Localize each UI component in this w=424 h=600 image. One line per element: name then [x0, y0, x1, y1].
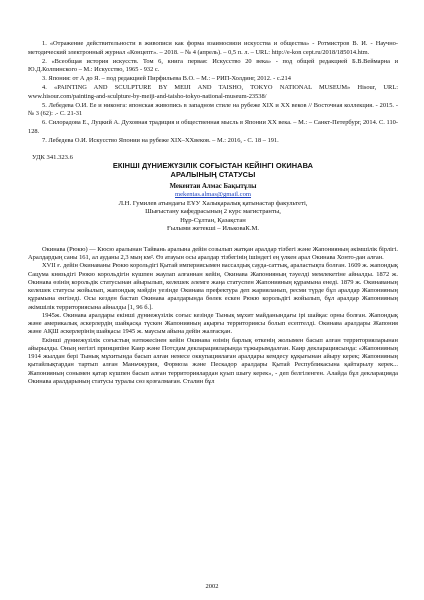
reference-item: 4. «PAINTING AND SCULPTURE BY MEIJI AND TAISHO, TOKYO NATIONAL MUSEUM» Hisour, URL: www.hisour.com/painting-and-sculpture-by-meiji-and-taisho-tokyo-national-museum-23538/: [28, 84, 398, 100]
author-block: [28, 183, 398, 234]
title-line: ЕКІНШІ ДҮНИЕЖҮЗІЛІК СОҒЫСТАН КЕЙІНГІ ОКИНАВА: [112, 161, 314, 170]
affiliation-line: Нұр-Сұлтан, Қазақстан: [180, 216, 246, 224]
document-page: [28, 40, 398, 386]
reference-item: 6. Силорадова Е., Луцкий А. Духовная традиция и общественная мысль в Японии XX века. – М.: – Санкт-Петербург, 2014. С. 110-128.: [28, 119, 398, 135]
udc-code: УДК 341.323.6: [32, 154, 73, 161]
author-name: Мекентаи Алмас Бақытұлы: [169, 182, 257, 190]
page-number: 2002: [205, 583, 219, 590]
article-title: [28, 161, 398, 180]
body-paragraph: 1945ж. Окинава аралдары екінші дүниежүзілік соғыс кезінде Тынық мұхит майданындағы ірі шайқас орны болған. Жапондық және америкалық әскерлердің шайқасқа түскен Жапонияның ақырғы территориясы болып есептелді. Окинава аралдары Жапония және АҚШ әскерлерінің шайқасы 1945 ж. маусым айына дейін жалғасқан.: [28, 311, 398, 336]
body-paragraph: XVII ғ. дейін Окинаваны Рюкю корольдігі Қытай империясымен вассалдық сауда-саттық, араластықта болған. 1609 ж. жапондық Сацума князьдігі Рюкю корольдігін күшпен жаулап алғаннан кейін, Окинава Жапонияның тәуелді мемлекетіне айналды. 1872 ж. Окинава өзінің корольдік статусынан айырылып, келешек әлемге жаңа статуспен Жапонияның құрамына енеді. 1879 ж. Окинаваның келешек статусы жойылып, жапондық мәйдін уезінде Окинава префектура деп жарияланып, ресми түрде бұл аралдар Жапонияның құрамына енгізеді. Осы кезден бастап Окинава аралдарында бөлек ескен Рюкю корольдігі жойылып, бұл аралдар Жапонияның әкімшілік территориясына айналды [1, 96 б.].: [28, 262, 398, 311]
reference-item: 1. «Отражение действительности в живописи как форма взаимосвязи искусства и общества» - Ротмистров В. И. - Научно-методический электронный журнал «Концепт». – 2018. – № 4 (апрель). – 0,5 п. л. – URL: http://e-kon cept.ru/2018/185014.htm.: [28, 40, 398, 56]
reference-item: 7. Лебедева О.И. Искусство Японии на рубеже XIX–XXвеков. – М.: 2016, - С. 18 – 191.: [42, 136, 279, 144]
supervisor-line: Ғылыми жетекші – ИльковаК.М.: [167, 225, 259, 233]
body-paragraph: Екінші дүниежүзілік соғыстың нәтижесінен кейін Окинава өзінің барлық өткенің жолымен басып алған территорияларынан айырылды. Оның негізгі принципіне Каир және Потсдам декларацияларында тұжырымдалған. Каир декларациясында: «Жапонияның 1914 жылдан бері Тынық мұхитында басып алған немесе оккупациялаған аралдары кемдесу құқығынан айыру керек; Жапонияның қытайлықтардан тартып алған Маньчжурия, Формоза және Пескадор аралдары Қытай Республикасына қайтарылу керек... Жапонияның сонымен қатар күшпен басып алған территориялардан қуып шығу керек», - деп белгіленген. Алайда бұл декларацияда Окинава аралдарының статусы туралы сөз қозғалмаған. Сталин бұл: [28, 336, 398, 385]
affiliation-line: Шығыстану кафедрасының 2 курс магистранты,: [145, 208, 281, 216]
article-body: [28, 246, 398, 386]
reference-list: [28, 40, 398, 145]
body-paragraph: Окинава (Рюкю) — Кюсю аралынан Тайвань аралына дейін созылып жатқан аралдар тізбегі және Жапонияның әкімшілік бірлігі. Аралдардың саны 161, ал ауданы 2,3 мың км². Өз атауын осы аралдар тізбегінің ішіндегі ең үлкен арал Окинава Хонто-дан алған.: [28, 245, 398, 262]
affiliation-line: Л.Н. Гумилев атындағы ЕҰУ Халықаралық қатынастар факультеті,: [118, 199, 308, 207]
reference-item: 3. Япония: от А до Я. – под редакцией Пирфильева В.О. – М.: – РИП-Холдинг, 2012. - с.214: [42, 75, 291, 82]
author-email-link[interactable]: mekentas.almas@gmail.com: [174, 191, 252, 199]
title-line: АРАЛЫНЫҢ СТАТУСЫ: [170, 170, 256, 180]
reference-item: 2. «Всеобщая история искусств. Том 6, книга первая: Искусство 20 века» - под общей редакцией Б.В.Веймарна и Ю.Д.Колпинского – М.: Искусство, 1965 - 932 с.: [28, 57, 398, 73]
reference-item: 5. Лебедева О.И. Ее и никонга: японская живопись в западном стиле на рубеже XIX и XX веков // Восточная коллекция. - 2015. - № 3 (62): .- С. 21-31: [28, 101, 398, 117]
